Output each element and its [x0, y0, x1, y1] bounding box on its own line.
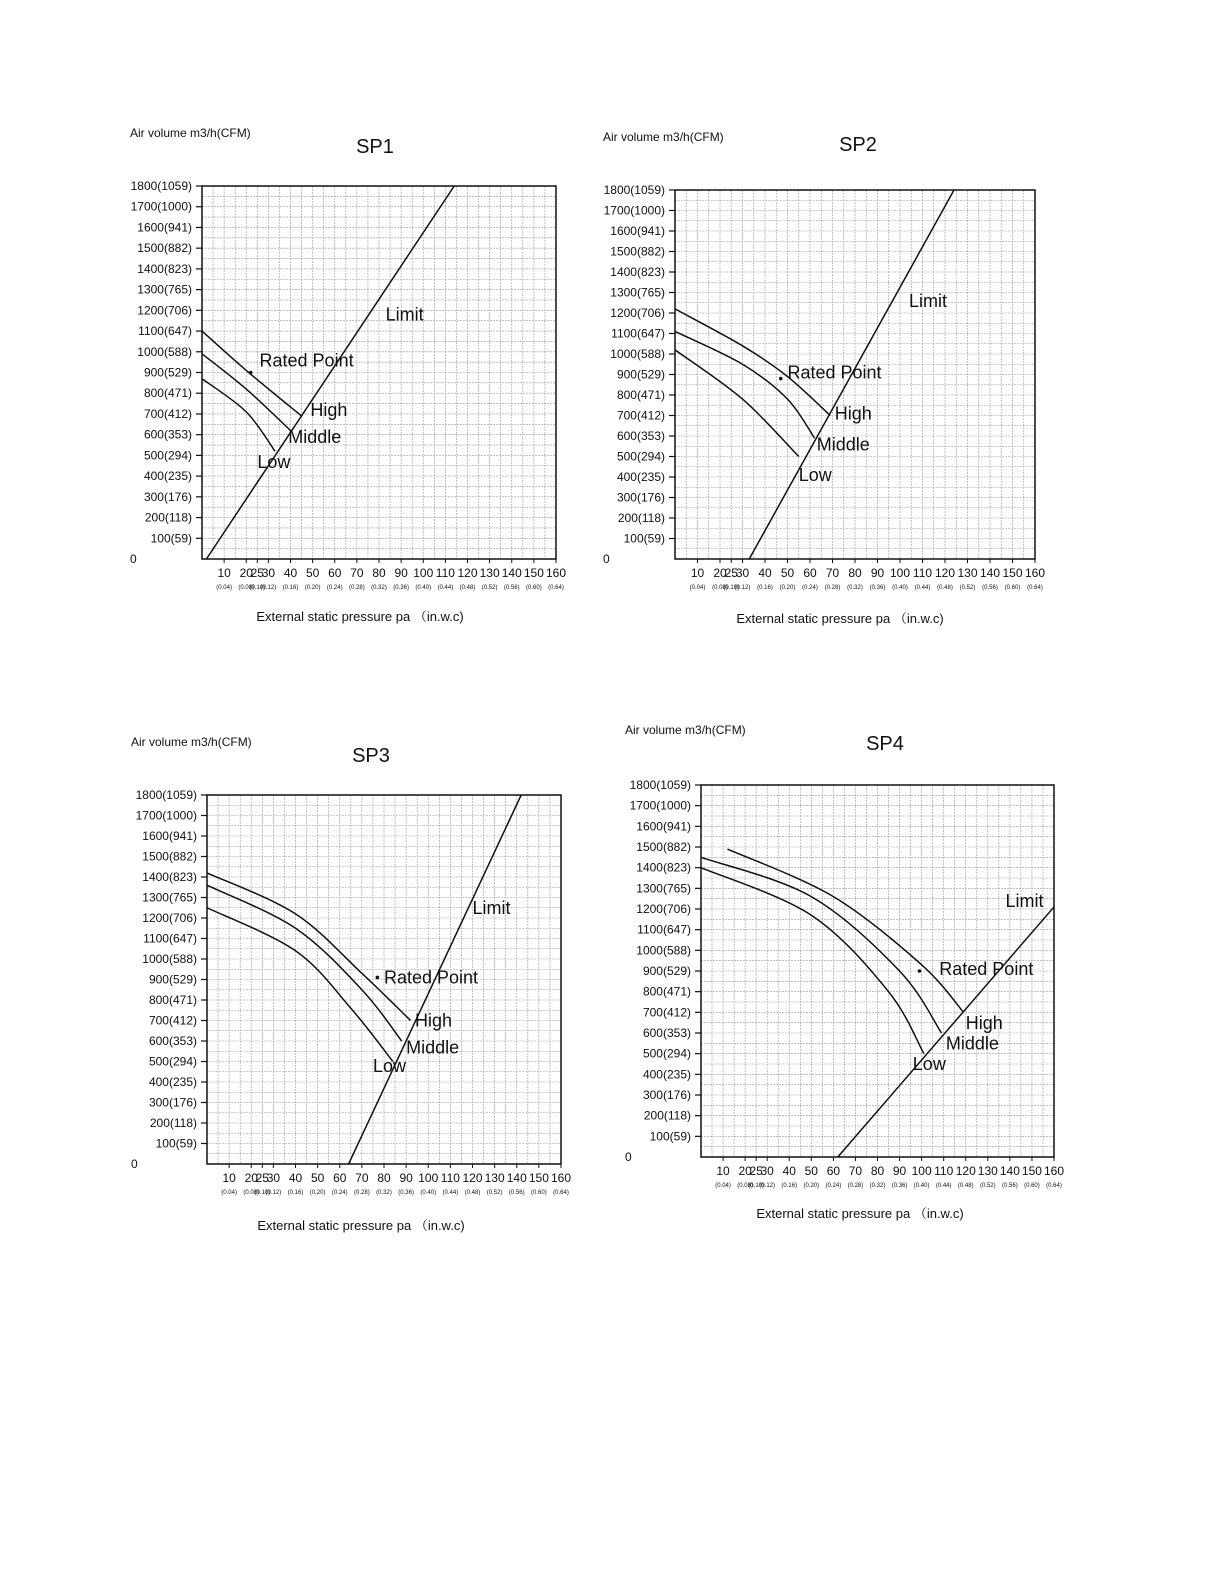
- x-sub-tick-label: (0.16): [757, 585, 773, 591]
- y-axis-title: Air volume m3/h(CFM): [131, 735, 252, 749]
- grid: [202, 186, 556, 559]
- chart-title: SP3: [352, 745, 390, 767]
- x-tick-label: 160: [1024, 566, 1046, 580]
- annotation-middle: Middle: [945, 1033, 999, 1054]
- y-tick-label: 1300(765): [610, 285, 665, 300]
- x-tick-label: 100: [418, 1171, 439, 1185]
- x-axis-title: External static pressure pa （in.w.c): [256, 609, 464, 624]
- x-sub-tick-label: (0.44): [935, 1183, 952, 1189]
- x-tick-label: 10: [716, 1164, 730, 1178]
- x-sub-tick-label: (0.10): [249, 585, 266, 591]
- y-tick-label: 900(529): [616, 367, 665, 382]
- x-tick-label: 60: [803, 566, 817, 580]
- annotation-low: Low: [257, 451, 291, 472]
- annotation-limit: Limit: [909, 290, 948, 311]
- y-tick-label: 1500(882): [636, 840, 691, 854]
- y-tick-label: 200(118): [617, 511, 665, 525]
- y-tick-label: 1600(941): [610, 224, 665, 238]
- x-sub-tick-label: (0.28): [349, 585, 365, 591]
- x-sub-tick-label: (0.56): [503, 585, 520, 591]
- y-axis-title: Air volume m3/h(CFM): [130, 126, 251, 140]
- x-sub-tick-label: (0.10): [254, 1190, 271, 1196]
- x-axis-title: External static pressure pa （in.w.c): [257, 1218, 465, 1233]
- x-sub-tick-label: (0.40): [892, 585, 908, 591]
- y-axis-title: Air volume m3/h(CFM): [603, 130, 724, 144]
- series-line-high: [727, 849, 963, 1012]
- chart-title: SP4: [866, 733, 904, 755]
- x-sub-tick-label: (0.04): [715, 1183, 731, 1189]
- y-tick-label: 1000(588): [142, 952, 197, 966]
- x-axis-title: External static pressure pa （in.w.c): [756, 1206, 964, 1221]
- x-sub-tick-label: (0.28): [354, 1190, 370, 1196]
- x-sub-tick-label: (0.52): [481, 585, 498, 591]
- x-tick-label: 60: [328, 566, 342, 580]
- x-tick-label: 70: [350, 566, 364, 580]
- series-line-high: [207, 873, 411, 1021]
- x-sub-tick-label: (0.12): [734, 585, 751, 591]
- x-tick-label: 150: [528, 1171, 549, 1185]
- series-line-limit: [206, 186, 454, 559]
- x-tick-label: 20: [244, 1171, 258, 1185]
- y-tick-label: 800(471): [143, 386, 192, 401]
- x-sub-tick-label: (0.60): [1024, 1183, 1040, 1189]
- y-tick-label: 1700(1000): [135, 808, 197, 823]
- y-tick-label: 1100(647): [637, 922, 691, 937]
- x-sub-tick-label: (0.36): [891, 1183, 908, 1189]
- x-tick-label: 110: [912, 566, 933, 580]
- x-tick-label: 30: [735, 566, 750, 580]
- x-sub-tick-label: (0.20): [304, 585, 321, 591]
- annotation-limit: Limit: [472, 897, 511, 918]
- x-sub-tick-label: (0.32): [376, 1190, 392, 1196]
- x-tick-label: 130: [977, 1164, 998, 1178]
- y-tick-label: 900(529): [143, 365, 192, 380]
- x-sub-tick-label: (0.56): [1002, 1183, 1018, 1189]
- x-tick-label: 50: [780, 566, 795, 580]
- rated-point-marker: [249, 371, 253, 375]
- x-tick-label: 40: [288, 1171, 303, 1185]
- y-tick-label: 1000(588): [636, 943, 691, 958]
- x-axis-title: External static pressure pa （in.w.c): [736, 611, 944, 626]
- y-tick-label: 200(118): [144, 510, 192, 525]
- x-tick-label: 80: [372, 566, 386, 580]
- annotation-low: Low: [912, 1054, 946, 1075]
- y-tick-label: 1200(706): [137, 303, 192, 318]
- y-tick-label: 400(235): [642, 1067, 691, 1082]
- y-tick-label: 900(529): [642, 964, 691, 978]
- y-tick-label: 800(471): [616, 388, 665, 402]
- x-tick-label: 100: [889, 566, 911, 580]
- x-sub-tick-label: (0.64): [1046, 1183, 1062, 1189]
- x-tick-label: 130: [957, 566, 978, 580]
- y-tick-label: 1400(823): [610, 265, 665, 279]
- x-sub-tick-label: (0.16): [282, 585, 299, 591]
- x-sub-tick-label: (0.52): [979, 1183, 996, 1189]
- x-tick-label: 110: [934, 1164, 954, 1178]
- y-tick-label: 1400(823): [137, 261, 192, 276]
- x-sub-tick-label: (0.24): [331, 1190, 348, 1196]
- y-tick-label: 500(294): [143, 448, 192, 463]
- chart-svg: [603, 130, 1063, 650]
- y-tick-label: 500(294): [148, 1054, 197, 1069]
- x-tick-label: 160: [1043, 1164, 1065, 1178]
- y-tick-label: 1500(882): [137, 241, 192, 256]
- x-sub-tick-label: (0.28): [847, 1183, 864, 1189]
- x-tick-label: 40: [782, 1164, 796, 1178]
- rated-point-marker: [376, 976, 380, 980]
- y-tick-label: 1100(647): [143, 931, 197, 946]
- x-tick-label: 120: [457, 566, 478, 580]
- x-tick-label: 20: [239, 566, 253, 580]
- y-tick-label: 100(59): [649, 1129, 691, 1144]
- y-tick-label: 500(294): [642, 1046, 691, 1061]
- y-tick-label: 600(353): [143, 427, 192, 442]
- y-tick-label: 1600(941): [137, 220, 192, 235]
- annotation-rated-point: Rated Point: [939, 959, 1034, 980]
- annotation-rated-point: Rated Point: [259, 350, 354, 371]
- y-tick-label: 700(412): [143, 406, 192, 421]
- x-sub-tick-label: (0.36): [398, 1190, 414, 1196]
- x-tick-label: 50: [310, 1171, 325, 1185]
- x-tick-label: 10: [217, 566, 231, 580]
- x-sub-tick-label: (0.56): [508, 1190, 525, 1196]
- x-sub-tick-label: (0.40): [415, 585, 432, 591]
- x-tick-label: 120: [934, 566, 956, 580]
- chart-sp3: [131, 735, 591, 1255]
- y-tick-label: 600(353): [642, 1026, 691, 1040]
- y-tick-label: 100(59): [623, 531, 665, 546]
- annotation-high: High: [834, 403, 872, 424]
- chart-sp4: [625, 723, 1085, 1243]
- x-tick-label: 90: [394, 566, 408, 580]
- series-line-middle: [701, 857, 941, 1033]
- x-sub-tick-label: (0.32): [371, 585, 387, 591]
- y-tick-label: 600(353): [616, 429, 665, 443]
- x-sub-tick-label: (0.64): [553, 1190, 569, 1196]
- x-sub-tick-label: (0.16): [287, 1190, 304, 1196]
- x-tick-label: 140: [999, 1164, 1020, 1178]
- chart-title: SP1: [356, 136, 394, 158]
- x-tick-label: 150: [1002, 566, 1023, 580]
- x-tick-label: 30: [261, 566, 276, 580]
- x-tick-label: 110: [440, 1171, 460, 1185]
- y-tick-label: 1400(823): [142, 870, 197, 884]
- y-tick-label: 900(529): [148, 972, 197, 987]
- x-sub-tick-label: (0.44): [442, 1190, 459, 1196]
- y-tick-label: 1500(882): [610, 244, 665, 259]
- x-tick-label: 130: [479, 566, 500, 580]
- x-sub-tick-label: (0.08): [737, 1183, 753, 1189]
- y-tick-label: 700(412): [148, 1013, 197, 1028]
- y-tick-label: 1700(1000): [603, 203, 665, 218]
- annotation-middle: Middle: [288, 426, 342, 447]
- x-tick-label: 90: [892, 1164, 907, 1178]
- y-tick-label: 800(471): [148, 993, 197, 1007]
- x-sub-tick-label: (0.64): [1027, 585, 1043, 591]
- y-tick-label: 100(59): [155, 1136, 197, 1151]
- y-tick-label: 1800(1059): [629, 778, 691, 792]
- y-tick-label: 100(59): [150, 531, 192, 546]
- x-tick-label: 100: [413, 566, 434, 580]
- x-tick-label: 120: [955, 1164, 976, 1178]
- x-sub-tick-label: (0.24): [326, 585, 343, 591]
- y-tick-label: 600(353): [148, 1034, 197, 1048]
- y-tick-label: 1200(706): [142, 911, 197, 925]
- x-sub-tick-label: (0.44): [437, 585, 454, 591]
- x-tick-label: 70: [355, 1171, 369, 1185]
- annotation-limit: Limit: [1005, 890, 1044, 911]
- y-tick-label: 0: [603, 552, 610, 566]
- x-sub-tick-label: (0.04): [216, 585, 232, 591]
- x-tick-label: 160: [545, 566, 567, 580]
- x-tick-label: 50: [804, 1164, 818, 1178]
- x-tick-label: 120: [462, 1171, 483, 1185]
- series-line-middle: [207, 885, 402, 1041]
- x-tick-label: 30: [266, 1171, 281, 1185]
- x-tick-label: 60: [333, 1171, 347, 1185]
- x-sub-tick-label: (0.40): [420, 1190, 437, 1196]
- x-tick-label: 80: [848, 566, 862, 580]
- x-tick-label: 80: [377, 1171, 391, 1185]
- y-tick-label: 1200(706): [610, 306, 665, 320]
- chart-sp1: [130, 126, 590, 646]
- y-tick-label: 700(412): [642, 1005, 691, 1020]
- y-tick-label: 1700(1000): [629, 798, 691, 813]
- x-tick-label: 150: [523, 566, 544, 580]
- annotation-limit: Limit: [385, 304, 424, 325]
- y-tick-label: 1800(1059): [603, 183, 665, 197]
- chart-sp2: [603, 130, 1063, 650]
- x-sub-tick-label: (0.08): [243, 1190, 260, 1196]
- x-tick-label: 80: [870, 1164, 885, 1178]
- x-tick-label: 90: [870, 566, 885, 580]
- y-tick-label: 800(471): [642, 984, 691, 999]
- y-tick-label: 300(176): [642, 1088, 691, 1102]
- annotation-low: Low: [372, 1055, 406, 1076]
- annotation-rated-point: Rated Point: [384, 967, 479, 988]
- annotation-high: High: [310, 400, 348, 421]
- y-tick-label: 400(235): [143, 469, 192, 484]
- annotation-low: Low: [798, 465, 832, 486]
- x-tick-label: 25: [724, 566, 738, 580]
- x-tick-label: 110: [435, 566, 455, 580]
- x-tick-label: 140: [979, 566, 1001, 580]
- y-tick-label: 1600(941): [636, 819, 691, 834]
- x-sub-tick-label: (0.10): [748, 1183, 764, 1189]
- y-tick-label: 1000(588): [137, 344, 192, 359]
- y-tick-label: 1700(1000): [130, 199, 192, 214]
- y-tick-label: 1500(882): [142, 849, 197, 864]
- x-tick-label: 90: [399, 1171, 413, 1185]
- y-tick-label: 300(176): [148, 1095, 197, 1110]
- annotation-middle: Middle: [816, 434, 870, 455]
- x-sub-tick-label: (0.44): [914, 585, 931, 591]
- x-sub-tick-label: (0.16): [781, 1183, 798, 1189]
- chart-title: SP2: [839, 134, 877, 156]
- x-sub-tick-label: (0.20): [309, 1190, 326, 1196]
- x-sub-tick-label: (0.12): [265, 1190, 282, 1196]
- y-tick-label: 200(118): [149, 1116, 197, 1130]
- x-sub-tick-label: (0.48): [464, 1190, 481, 1196]
- x-sub-tick-label: (0.52): [486, 1190, 503, 1196]
- x-sub-tick-label: (0.20): [779, 585, 796, 591]
- y-tick-label: 0: [130, 552, 137, 566]
- x-sub-tick-label: (0.24): [825, 1183, 842, 1189]
- y-tick-label: 1300(765): [137, 282, 192, 297]
- x-tick-label: 100: [911, 1164, 932, 1178]
- x-tick-label: 70: [825, 566, 840, 580]
- series-line-low: [675, 350, 799, 457]
- chart-svg: [625, 723, 1085, 1243]
- x-tick-label: 25: [749, 1164, 763, 1178]
- rated-point-marker: [779, 377, 783, 381]
- x-sub-tick-label: (0.32): [869, 1183, 886, 1189]
- x-sub-tick-label: (0.24): [802, 585, 818, 591]
- chart-svg: [130, 126, 590, 646]
- x-sub-tick-label: (0.52): [959, 585, 976, 591]
- x-sub-tick-label: (0.64): [548, 585, 564, 591]
- y-tick-label: 1600(941): [142, 829, 197, 843]
- x-tick-label: 140: [506, 1171, 527, 1185]
- x-tick-label: 25: [255, 1171, 269, 1185]
- x-sub-tick-label: (0.48): [937, 585, 953, 591]
- annotation-high: High: [414, 1010, 453, 1031]
- x-sub-tick-label: (0.12): [759, 1183, 776, 1189]
- x-sub-tick-label: (0.56): [982, 585, 998, 591]
- x-sub-tick-label: (0.32): [847, 585, 863, 591]
- x-tick-label: 140: [501, 566, 522, 580]
- x-sub-tick-label: (0.10): [723, 585, 740, 591]
- x-tick-label: 130: [484, 1171, 505, 1185]
- y-tick-label: 1300(765): [142, 890, 197, 905]
- x-sub-tick-label: (0.48): [459, 585, 476, 591]
- y-tick-label: 1800(1059): [130, 179, 192, 193]
- x-tick-label: 150: [1021, 1164, 1042, 1178]
- series-line-limit: [838, 907, 1054, 1157]
- y-tick-label: 1100(647): [611, 326, 665, 341]
- annotation-rated-point: Rated Point: [787, 362, 882, 383]
- y-tick-label: 0: [131, 1157, 138, 1171]
- x-sub-tick-label: (0.60): [526, 585, 542, 591]
- x-tick-label: 10: [690, 566, 705, 580]
- x-tick-label: 20: [738, 1164, 752, 1178]
- y-tick-label: 400(235): [616, 470, 665, 484]
- x-tick-label: 70: [848, 1164, 863, 1178]
- x-sub-tick-label: (0.48): [957, 1183, 974, 1189]
- y-tick-label: 200(118): [643, 1108, 691, 1123]
- x-tick-label: 10: [222, 1171, 236, 1185]
- y-tick-label: 1200(706): [636, 902, 691, 916]
- y-axis-title: Air volume m3/h(CFM): [625, 723, 746, 737]
- y-tick-label: 300(176): [143, 489, 192, 504]
- y-tick-label: 1300(765): [636, 881, 691, 896]
- x-sub-tick-label: (0.28): [824, 585, 841, 591]
- x-tick-label: 60: [826, 1164, 841, 1178]
- x-tick-label: 50: [305, 566, 320, 580]
- x-sub-tick-label: (0.04): [221, 1190, 237, 1196]
- annotation-middle: Middle: [406, 1037, 460, 1058]
- x-sub-tick-label: (0.40): [913, 1183, 930, 1189]
- x-tick-label: 40: [283, 566, 298, 580]
- annotation-high: High: [965, 1012, 1003, 1033]
- x-tick-label: 160: [550, 1171, 572, 1185]
- y-tick-label: 0: [625, 1150, 632, 1164]
- x-sub-tick-label: (0.12): [260, 585, 277, 591]
- x-sub-tick-label: (0.60): [1004, 585, 1021, 591]
- y-tick-label: 300(176): [616, 490, 665, 505]
- x-sub-tick-label: (0.36): [869, 585, 886, 591]
- chart-svg: [131, 735, 591, 1255]
- x-tick-label: 30: [760, 1164, 774, 1178]
- y-tick-label: 1000(588): [610, 347, 665, 361]
- y-tick-label: 1400(823): [636, 860, 691, 875]
- x-tick-label: 20: [713, 566, 727, 580]
- x-sub-tick-label: (0.36): [393, 585, 409, 591]
- x-tick-label: 25: [250, 566, 264, 580]
- x-tick-label: 40: [758, 566, 772, 580]
- rated-point-marker: [918, 969, 922, 973]
- y-tick-label: 500(294): [616, 449, 665, 464]
- y-tick-label: 1800(1059): [135, 788, 197, 802]
- x-sub-tick-label: (0.04): [689, 585, 706, 591]
- y-tick-label: 400(235): [148, 1075, 197, 1089]
- x-sub-tick-label: (0.60): [531, 1190, 547, 1196]
- y-tick-label: 700(412): [616, 408, 665, 423]
- y-tick-label: 1100(647): [138, 324, 192, 339]
- x-sub-tick-label: (0.20): [803, 1183, 820, 1189]
- x-sub-tick-label: (0.08): [712, 585, 728, 591]
- x-sub-tick-label: (0.08): [238, 585, 255, 591]
